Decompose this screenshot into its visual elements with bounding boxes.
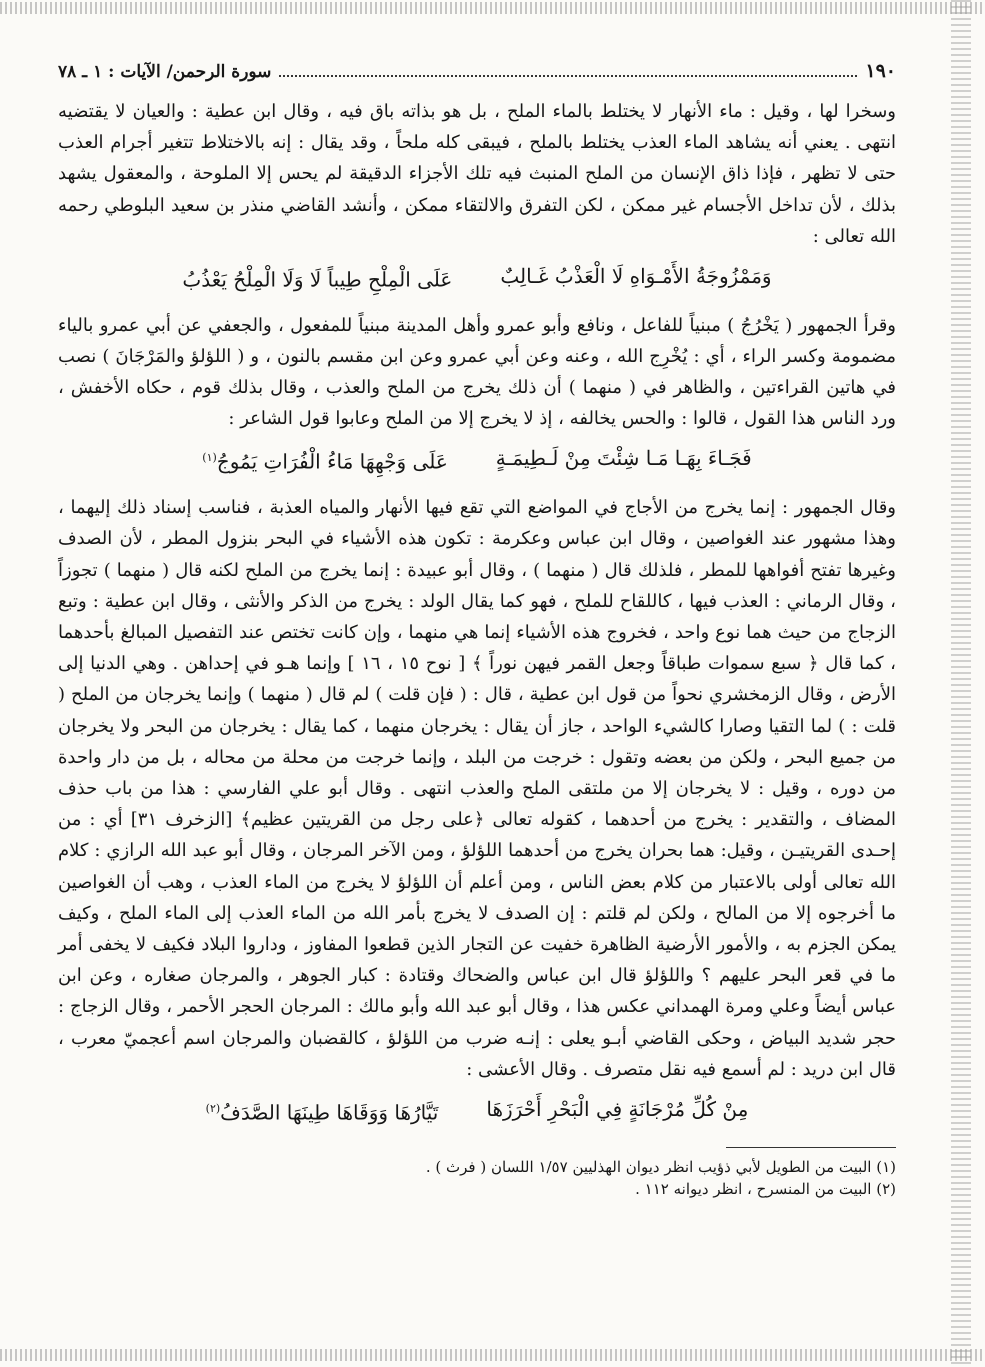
verse-1-hemistich-1: وَمَمْزُوجَةُ الأَمْـوَاهِ لَا الْعَذْبُ غَـالِبٌ <box>500 264 772 289</box>
verse-1-hemistich-2: عَلَى الْمِلْحِ طِيباً لَا وَلَا الْمِلْحُ يَعْذُبُ <box>182 267 453 292</box>
footnote-separator <box>726 1147 896 1148</box>
verse-2-hemistich-2: عَلَى وَجْهِهَا مَاءُ الْفُرَاتِ يَمُوجُ$^{(١)}$ <box>202 450 448 475</box>
book-page <box>58 60 896 1200</box>
verse-2-hemistich-1: فَجَـاءَ بِهَـا مَـا شِئْتَ مِنْ لَـطِيمَـةٍ <box>495 446 752 471</box>
paragraph-3: وقال الجمهور : إنما يخرج من الأجاج في المواضع التي تقع فيها الأنهار والمياه العذبة ، فناسب إسناد ذلك إليهما ، وهذا مشهور عند الغواصين ، وقال ابن عباس وعكرمة : تكون هذه الأشياء في البحر بنزول المطر ، لأن الصدف وغيرها تفتح أفواهها للمطر ، فلذلك قال ( منهما ) ، وقال أبو عبيدة : إنما يخرج من الملح لكنه قال ( منهما ) تجوزاً ، وقال الرماني : العذب فيها ، كاللقاح للملح ، فهو كما يقال الولد : يخرج من الذكر والأنثى ، وقال ابن عطية : وتبع الزجاج من حيث هما نوع واحد ، فخروج هذه الأشياء إنما هي منهما ، وإن كانت تختص عند التفصيل المبالغ بأحدهما ، كما قال ﴿ سبع سموات طباقاً وجعل القمر فيهن نوراً ﴾ [ نوح ١٥ ، ١٦ ] وإنما هـو في إحداهن . وهي الدنيا إلى الأرض ، وقال الزمخشري نحواً من قول ابن عطية ، قال : ( فإن قلت ) لم قال ( منهما ) وإنما يخرجان من الملح ( قلت : ) لما التقيا وصارا كالشيء الواحد ، جاز أن يقال : يخرجان منهما ، كما يقال : يخرجان من البحر ولا يخرجان من جميع البحر ، ولكن من بعضه وتقول : خرجت من البلد ، وإنما خرجت من محلة من محاله ، بل من دار واحدة من دوره ، وقيل : لا يخرجان إلا من ملتقى الملح والعذب انتهى . وقال أبو علي الفارسي : هذا من باب حذف المضاف ، والتقدير : يخرج من أحدهما ، كقوله تعالى ﴿على رجل من القريتين عظيم﴾ [الزخرف ٣١] أي : من إحـدى القريتيـن ، وقيل: هما بحران يخرج من أحدهما اللؤلؤ ، ومن الآخر المرجان ، وقال أبو عبد الله الرازي : كلام الله تعالى أولى بالاعتبار من كلام بعض الناس ، ومن أعلم أن اللؤلؤ لا يخرج من الماء العذب ، وهب أن الغواصين ما أخرجوه إلا من المالح ، ولكن لم قلتم : إن الصدف لا يخرج بأمر الله من الماء العذب إلى الماء الملح ، وكيف يمكن الجزم به ، والأمور الأرضية الظاهرة خفيت عن التجار الذين قطعوا المفاوز ، وداروا البلاد فكيف لا يخفى أمر ما في قعر البحر عليهم ؟ واللؤلؤ قال ابن عباس والضحاك وقتادة : كبار الجوهر ، والمرجان صغاره ، وعن ابن عباس أيضاً وعلي ومرة الهمداني عكس هذا ، وقال أبو عبد الله وأبو مالك : المرجان الحجر الأحمر ، وقال الزجاج : حجر شديد البياض ، وحكى القاضي أبـو يعلى : إنـه ضرب من اللؤلؤ ، كالقضبان والمرجان اسم أعجميّ معرب ، قال ابن دريد : لم أسمع فيه نقل متصرف . وقال الأعشى : <box>58 497 897 1080</box>
dotted-leader <box>279 63 857 77</box>
side-ornament-border <box>951 0 971 1367</box>
footnote-ref-2: (٢) <box>205 1102 221 1115</box>
verse-3 <box>58 1089 896 1133</box>
verse-3-hemistich-1: مِنْ كُلِّ مُرْجَانَةٍ فِي الْبَحْرِ أَحْرَزَهَا <box>486 1097 749 1121</box>
running-title: سورة الرحمن/ الآيات : ١ ـ ٧٨ <box>58 62 272 82</box>
paragraph-1: وسخرا لها ، وقيل : ماء الأنهار لا يختلط بالماء الملح ، بل هو بذاته باق فيه ، وقال ابن عطية : والعيان لا يقتضيه انتهى . يعني أنه يشاهد الماء العذب يختلط بالملح ، فيبقى كله ملحاً ، وقد يقال : إنه بالاختلاط تتغير أجرام العذب حتى لا تظهر ، فإذا ذاق الإنسان من الملح المنبث فيه تلك الأجزاء الدقيقة لم يحس إلا الملوحة ، والمعقول يشهد بذلك ، لأن تداخل الأجسام غير ممكن ، لكن التفرق والالتقاء ممكن ، وأنشد القاضي منذر بن سعيد البلوطي رحمه الله تعالى : <box>58 101 896 247</box>
top-ornament-border <box>0 2 985 14</box>
paragraph-2: وقرأ الجمهور ( يَخْرُجُ ) مبنياً للفاعل ، ونافع وأبو عمرو وأهل المدينة مبنياً للمفعول ، والجعفي عن أبي عمرو بالياء مضمومة وكسر الراء ، أي : يُخْرِج الله ، وعنه وعن أبي عمرو وعن ابن مقسم بالنون ، و ( اللؤلؤ والمَرْجَانَ ) نصب في هاتين القراءتين ، والظاهر في ( منهما ) أن ذلك يخرج من الملح والعذب ، وقال بذلك قوم ، حكاه الأخفش ، ورد الناس هذا القول ، قالوا : والحس يخالفه ، إذ لا يخرج إلا من الملح وعابوا قول الشاعر : <box>58 314 896 430</box>
footnote-ref-1: (١) <box>202 451 217 465</box>
verse-2 <box>58 438 896 482</box>
footnote-1: (١) البيت من الطويل لأبي ذؤيب انظر ديوان الهذليين ١/٥٧ اللسان ( فرث ) . <box>425 1157 896 1176</box>
footnote-2: (٢) البيت من المنسرح ، انظر ديوانه ١١٢ . <box>635 1179 896 1198</box>
page-body <box>58 96 896 1133</box>
page-number: ١٩٠ <box>865 60 896 82</box>
running-header <box>58 60 896 90</box>
bottom-ornament-border <box>0 1349 985 1361</box>
verse-1 <box>58 256 896 300</box>
verse-3-hemistich-2: تَيَّارُهَا وَوَقَاهَا طِينَهَا الصَّدَفُ$^{(٢)}$ <box>205 1100 439 1125</box>
